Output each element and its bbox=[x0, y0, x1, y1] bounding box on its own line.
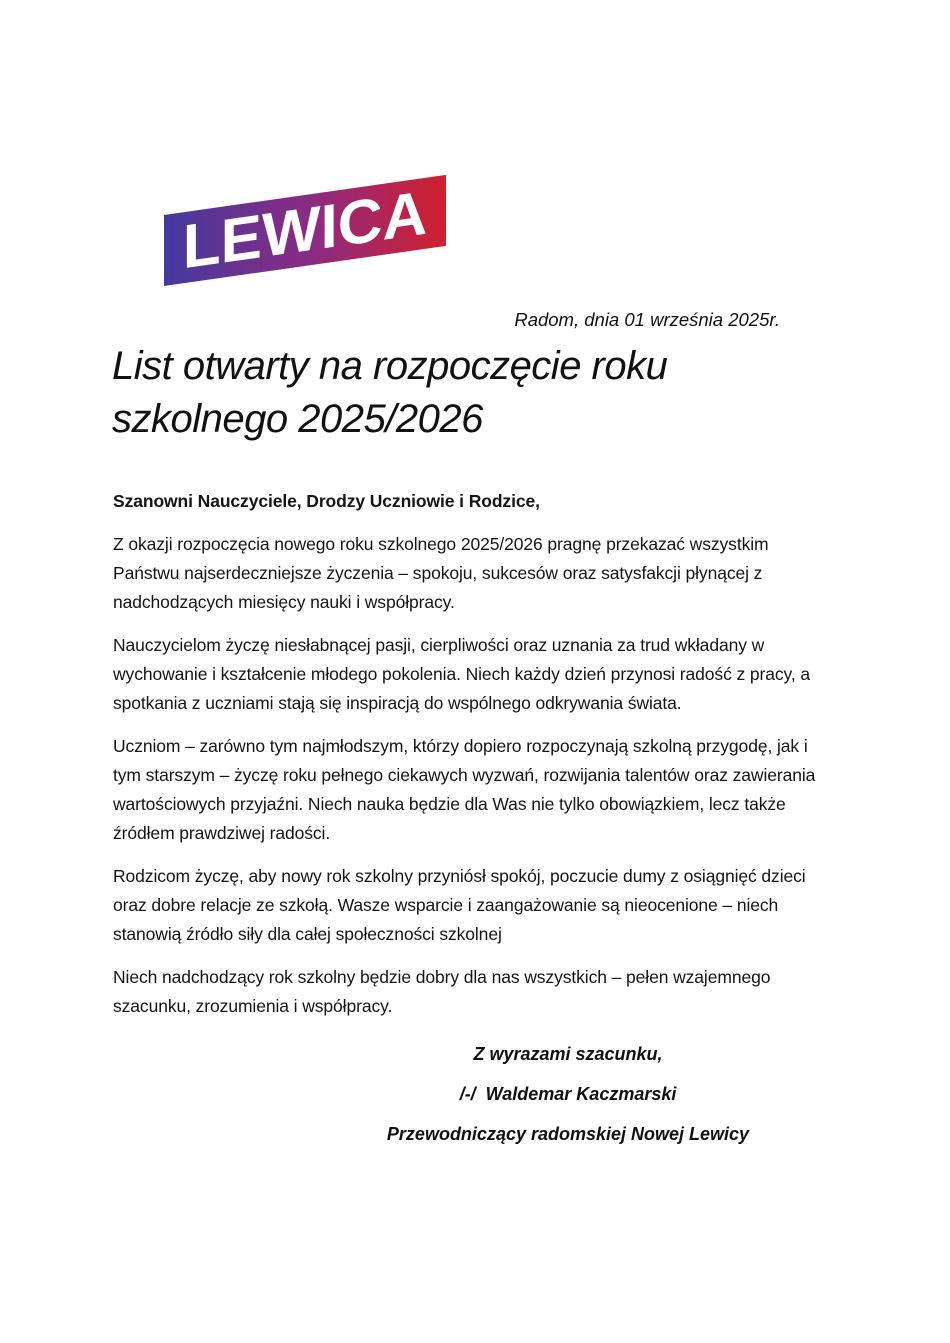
letter-body bbox=[113, 487, 837, 1035]
signature-closing: Z wyrazami szacunku, bbox=[473, 1044, 663, 1064]
letter-title: List otwarty na rozpoczęcie roku szkolnego 2025/2026 bbox=[112, 344, 668, 441]
paragraph-students: Uczniom – zarówno tym najmłodszym, którzy dopiero rozpoczynają szkolną przygodę, jak i tym starszym – życzę roku pełnego ciekawych wyzwań, rozwijania talentów oraz zawierania wartościowych przyjaźni. Niech nauka będzie dla Was nie tylko obowiązkiem, lecz także źródłem prawdziwej radości. bbox=[113, 736, 816, 843]
paragraph-closing-wish: Niech nadchodzący rok szkolny będzie dobry dla nas wszystkich – pełen wzajemnego szacunku, zrozumienia i współpracy. bbox=[113, 967, 771, 1016]
date-line: Radom, dnia 01 września 2025r. bbox=[514, 309, 780, 330]
paragraph-wishes-general: Z okazji rozpoczęcia nowego roku szkolnego 2025/2026 pragnę przekazać wszystkim Państwu najserdeczniejsze życzenia – spokoju, sukcesów oraz satysfakcji płynącej z nadchodzących miesięcy nauki i współpracy. bbox=[113, 534, 769, 612]
signature-role: Przewodniczący radomskiej Nowej Lewicy bbox=[386, 1124, 750, 1144]
paragraph-parents: Rodzicom życzę, aby nowy rok szkolny przyniósł spokój, poczucie dumy z osiągnięć dzieci oraz dobre relacje ze szkołą. Wasze wsparcie i zaangażowanie są nieocenione – niech stanowią źródło siły dla całej społeczności szkolnej bbox=[113, 866, 806, 944]
lewica-logo-banner bbox=[164, 175, 446, 286]
signature-name: /-/ Waldemar Kaczmarski bbox=[459, 1084, 677, 1104]
greeting-line: Szanowni Nauczyciele, Drodzy Uczniowie i Rodzice, bbox=[113, 491, 540, 511]
paragraph-teachers: Nauczycielom życzę niesłabnącej pasji, cierpliwości oraz uznania za trud wkładany w wychowanie i kształcenie młodego pokolenia. Niech każdy dzień przynosi radość z pracy, a spotkania z uczniami stają się inspiracją do wspólnego odkrywania świata. bbox=[113, 635, 811, 713]
signature-block bbox=[283, 1034, 853, 1154]
lewica-logo-text: LEWICA bbox=[182, 178, 428, 283]
